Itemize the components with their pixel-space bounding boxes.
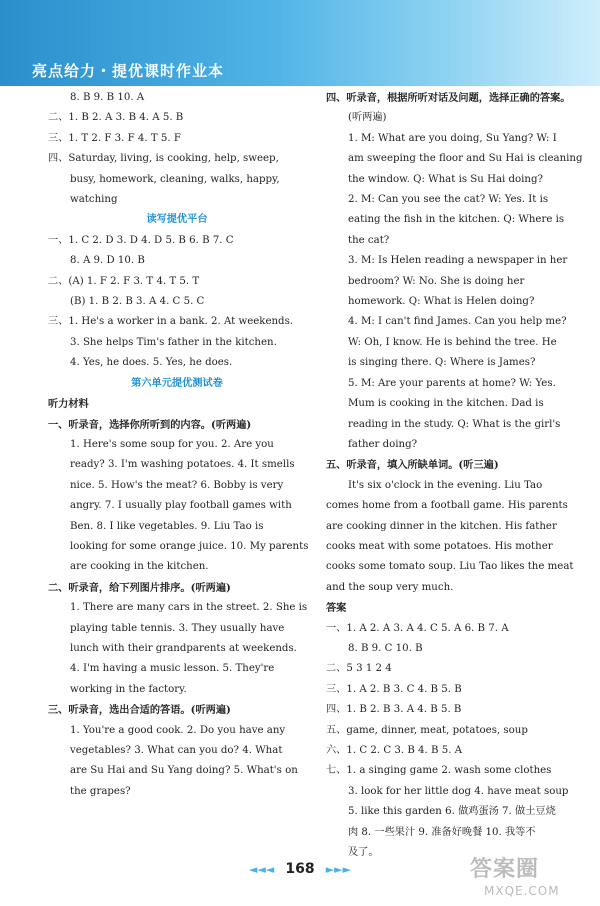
- text-line: It's six o'clock in the evening. Liu Tao: [348, 479, 543, 491]
- text-line: playing table tennis. 3. They usually have: [70, 622, 285, 634]
- text-line: busy, homework, cleaning, walks, happy,: [70, 173, 280, 185]
- text-line: 二、听录音，给下列图片排序。(听两遍): [48, 581, 231, 594]
- header-banner: [0, 0, 600, 86]
- text-line: 3. M: Is Helen reading a newspaper in her: [348, 255, 568, 267]
- text-line: 8. B 9. B 10. A: [70, 92, 145, 103]
- text-line: the window. Q: What is Su Hai doing?: [348, 173, 543, 185]
- text-line: and the soup very much.: [326, 581, 454, 593]
- text-line: watching: [70, 194, 118, 206]
- text-line: 1. M: What are you doing, Su Yang? W: I: [348, 132, 557, 144]
- text-line: 及了。: [348, 847, 379, 859]
- text-line: 四、1. B 2. B 3. A 4. B 5. B: [326, 704, 462, 716]
- text-line: lunch with their grandparents at weekends.: [70, 642, 297, 654]
- text-line: cooks meat with some potatoes. His mother: [326, 540, 553, 552]
- right-column: [326, 88, 584, 863]
- text-line: 5. like this garden 6. 做鸡蛋汤 7. 做土豆烧: [348, 806, 556, 818]
- prev-arrows-icon: ◄◄◄: [248, 863, 275, 876]
- text-line: the grapes?: [70, 785, 131, 797]
- text-line: am sweeping the floor and Su Hai is cleaning: [348, 153, 583, 165]
- text-line: (B) 1. B 2. B 3. A 4. C 5. C: [70, 296, 205, 308]
- text-line: bedroom? W: No. She is doing her: [348, 275, 525, 287]
- watermark: [470, 852, 560, 898]
- next-arrows-icon: ►►►: [325, 863, 352, 876]
- text-line: 1. You're a good cook. 2. Do you have any: [70, 724, 286, 736]
- page-number: 168: [285, 861, 315, 877]
- text-line: looking for some orange juice. 10. My parents: [70, 540, 309, 552]
- text-line: cooks some tomato soup. Liu Tao likes the meat: [326, 561, 574, 573]
- text-line: 2. M: Can you see the cat? W: Yes. It is: [348, 194, 549, 206]
- text-line: angry. 7. I usually play football games with: [70, 500, 292, 512]
- text-line: 四、Saturday, living, is cooking, help, sweep,: [48, 153, 279, 165]
- text-line: 答案: [326, 602, 347, 615]
- text-line: 肉 8. 一些果汁 9. 准备好晚餐 10. 我等不: [348, 826, 536, 838]
- section-heading: 第六单元提优测试卷: [131, 377, 223, 389]
- text-line: Mum is cooking in the kitchen. Dad is: [348, 398, 544, 410]
- text-line: 五、听录音，填入所缺单词。(听三遍): [326, 459, 499, 472]
- header-title: 亮点给力・提优课时作业本: [32, 62, 225, 80]
- text-line: 六、1. C 2. C 3. B 4. B 5. A: [326, 745, 463, 756]
- text-line: are cooking in the kitchen.: [70, 561, 209, 573]
- text-line: 七、1. a singing game 2. wash some clothes: [326, 765, 552, 777]
- text-line: comes home from a football game. His parents: [326, 500, 568, 512]
- text-line: ready? 3. I'm washing potatoes. 4. It smells: [70, 459, 295, 471]
- text-line: working in the factory.: [70, 683, 187, 695]
- text-line: 8. B 9. C 10. B: [348, 642, 423, 654]
- watermark-url: MXQE.COM: [484, 884, 560, 898]
- text-line: reading in the study. Q: What is the girl's: [348, 418, 561, 430]
- text-line: is singing there. Q: Where is James?: [348, 357, 536, 369]
- section-heading: 读写提优平台: [146, 214, 208, 226]
- text-line: 5. M: Are your parents at home? W: Yes.: [348, 377, 556, 389]
- text-line: nice. 5. How's the meat? 6. Bobby is very: [70, 479, 284, 491]
- text-line: 二、1. B 2. A 3. B 4. A 5. B: [48, 112, 184, 124]
- text-line: vegetables? 3. What can you do? 4. What: [70, 745, 283, 756]
- watermark-logo: 答案圈: [470, 857, 540, 882]
- text-line: 三、1. A 2. B 3. C 4. B 5. B: [326, 683, 462, 695]
- text-line: (听两遍): [348, 112, 387, 124]
- text-line: are cooking dinner in the kitchen. His father: [326, 520, 557, 532]
- text-line: the cat?: [348, 234, 390, 246]
- text-line: W: Oh, I know. He is behind the tree. He: [348, 336, 557, 348]
- text-line: 三、听录音，选出合适的答语。(听两遍): [48, 704, 231, 717]
- text-line: 四、听录音，根据所听对话及问题，选择正确的答案。: [326, 92, 571, 104]
- text-line: are Su Hai and Su Yang doing? 5. What's on: [70, 765, 298, 777]
- text-line: 一、1. C 2. D 3. D 4. D 5. B 6. B 7. C: [48, 234, 234, 246]
- text-line: 二、5 3 1 2 4: [326, 663, 392, 675]
- text-line: 4. I'm having a music lesson. 5. They're: [70, 663, 275, 675]
- text-line: Ben. 8. I like vegetables. 9. Liu Tao is: [70, 520, 264, 532]
- text-line: 听力材料: [48, 398, 89, 411]
- text-line: 五、game, dinner, meat, potatoes, soup: [326, 724, 528, 736]
- text-line: father doing?: [348, 438, 418, 450]
- text-line: 3. She helps Tim's father in the kitchen.: [70, 336, 277, 348]
- text-line: 三、1. He's a worker in a bank. 2. At weekends.: [48, 316, 294, 328]
- text-line: eating the fish in the kitchen. Q: Where is: [348, 214, 565, 226]
- left-column: [48, 88, 309, 802]
- text-line: 一、1. A 2. A 3. A 4. C 5. A 6. B 7. A: [326, 622, 509, 634]
- text-line: 4. Yes, he does. 5. Yes, he does.: [70, 357, 233, 369]
- text-line: 三、1. T 2. F 3. F 4. T 5. F: [48, 132, 181, 144]
- text-line: 8. A 9. D 10. B: [70, 255, 145, 267]
- text-line: 4. M: I can't find James. Can you help me?: [348, 316, 567, 328]
- text-line: 1. There are many cars in the street. 2. She is: [70, 602, 308, 614]
- text-line: 一、听录音，选择你所听到的内容。(听两遍): [48, 418, 252, 431]
- text-line: 二、(A) 1. F 2. F 3. T 4. T 5. T: [48, 275, 200, 287]
- text-line: 1. Here's some soup for you. 2. Are you: [70, 438, 274, 450]
- text-line: homework. Q: What is Helen doing?: [348, 296, 535, 308]
- text-line: 3. look for her little dog 4. have meat soup: [348, 785, 569, 797]
